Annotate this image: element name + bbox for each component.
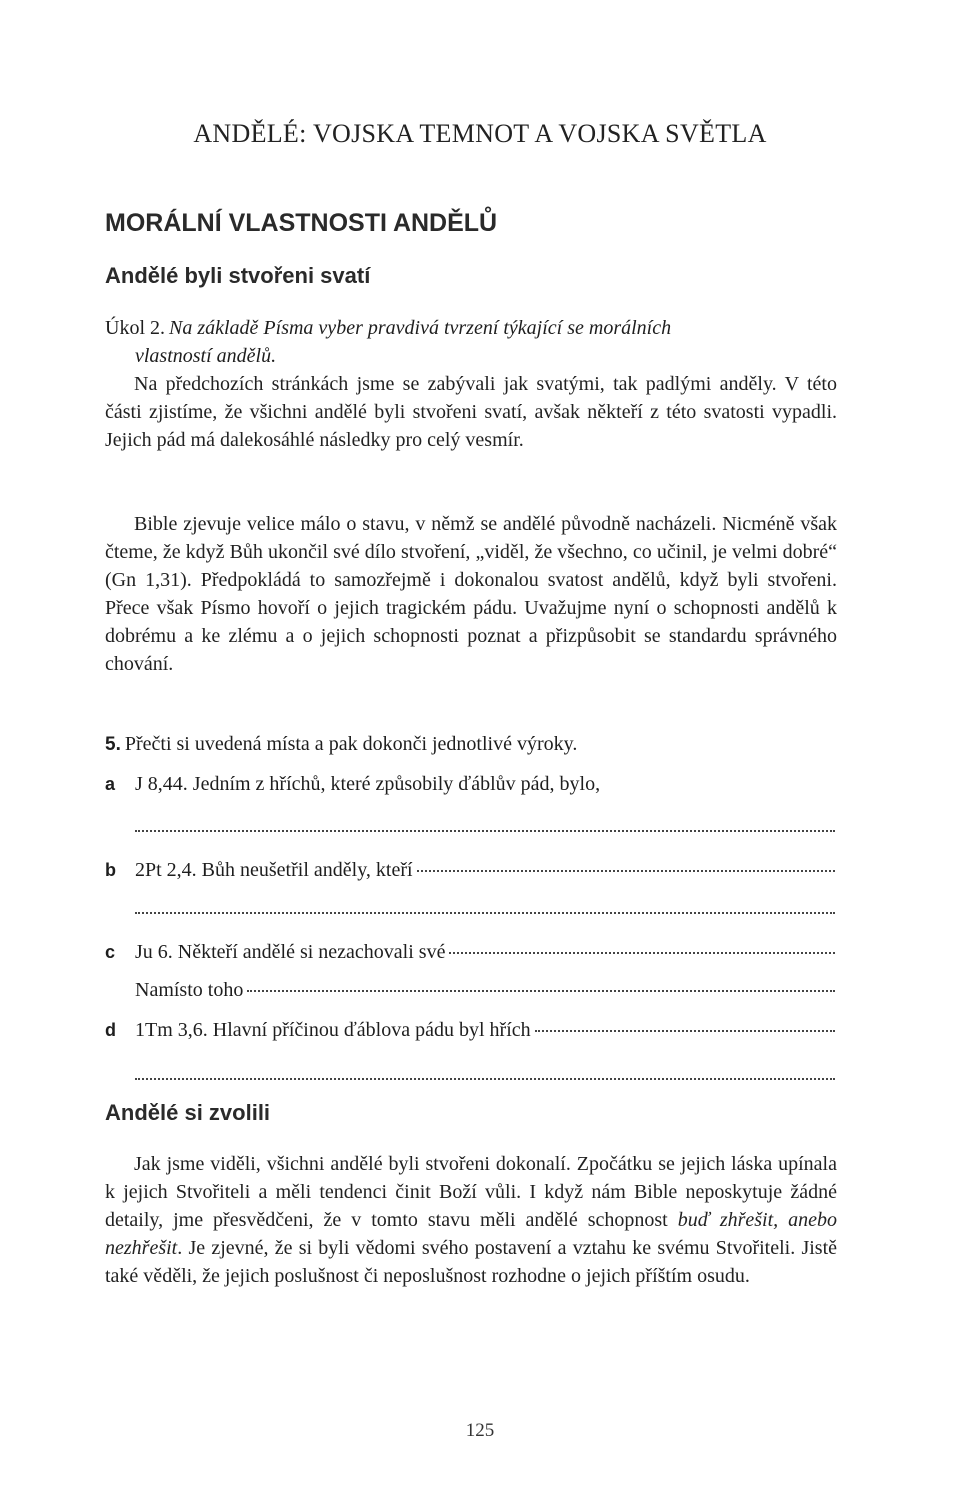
paragraph-intro: Na předchozích stránkách jsme se zabývali jak svatými, tak padlými anděly. V této části zjistíme, že všichni andělé byli stvořeni svatí, avšak někteří z této svatosti vypadli. Jejich pád má dalekosáhlé následky pro celý vesmír. [105,373,837,451]
item-subtext: Namísto toho [135,979,244,1001]
answer-line-a[interactable] [135,830,835,832]
exercise-item-b [105,856,835,884]
exercise-item-c-continuation [135,976,835,1004]
task-instruction: Na základě Písma vyber pravdivá tvrzení týkající se morálních [169,317,672,339]
section-heading-angels-chose: Andělé si zvolili [105,1100,271,1125]
item-text: 2Pt 2,4. Bůh neušetřil anděly, kteří [135,859,413,881]
exercise-instruction-line [105,730,840,759]
exercise-item-a [105,770,835,798]
item-text: J 8,44. Jedním z hříchů, které způsobily ďáblův pád, bylo, [135,773,601,795]
paragraph-bible-reveals: Bible zjevuje velice málo o stavu, v němž se andělé původně nacházeli. Nicméně však čteme, že když Bůh ukončil své dílo stvoření, „viděl, že všechno, co učinil, je velmi dobré“ (Gn 1,31). Předpokládá to samozřejmě i dokonalou svatost andělů, když byli stvořeni. Přece však Písmo hovoří o jejich tragickém pádu. Uvažujme nyní o schopnosti andělů k dobrému a ke zlému a o jejich schopnosti poznat a přizpůsobit se standardu správného chování. [105,513,837,675]
item-text: 1Tm 3,6. Hlavní příčinou ďáblova pádu byl hřích [135,1019,531,1041]
paragraph-text-part1: Jak jsme viděli, všichni andělé byli stvořeni dokonalí. Zpočátku se jejich láska upínala k jejich Stvořiteli a měli tendenci činit Boží vůli. I když nám Bible neposkytuje žádné detaily, jme přesvědčeni, že v tomto stavu měli andělé schopnost [105,1153,837,1231]
item-letter: d [105,1020,116,1040]
answer-line-c2[interactable] [247,990,835,992]
exercise-instruction: Přečti si uvedená místa a pak dokonči jednotlivé výroky. [124,733,578,755]
exercise-item-c [105,938,835,966]
answer-line-d2[interactable] [135,1078,835,1080]
task-instruction-continued: vlastností andělů. [135,345,277,367]
task-line [105,314,840,342]
item-text: Ju 6. Někteří andělé si nezachovali své [135,941,446,963]
running-head: ANDĚLÉ: VOJSKA TEMNOT A VOJSKA SVĚTLA [193,119,767,148]
answer-line-d1[interactable] [535,1030,835,1032]
exercise-number: 5. [105,734,121,755]
task-label: Úkol 2. [105,317,165,339]
item-letter: b [105,860,116,880]
answer-line-b2[interactable] [135,912,835,914]
paragraph-emphasis: buď zhřešit, anebo nezhřešit [105,1209,838,1259]
chapter-title: MORÁLNÍ VLASTNOSTI ANDĚLŮ [105,209,498,237]
answer-line-c1[interactable] [449,952,835,954]
exercise-item-d [105,1016,835,1044]
page-number: 125 [465,1420,495,1441]
item-letter: a [105,774,116,794]
item-letter: c [105,942,116,962]
paragraph-angels-chose [105,1150,837,1290]
answer-line-b1[interactable] [417,870,835,872]
section-heading-created-holy: Andělé byli stvořeni svatí [105,263,371,288]
paragraph-text-part2: . Je zjevné, že si byli vědomi svého postavení a vztahu ke svému Stvořiteli. Jistě také věděli, že jejich poslušnost či neposlušnost rozhodne o jejich příštím osudu. [105,1237,837,1287]
